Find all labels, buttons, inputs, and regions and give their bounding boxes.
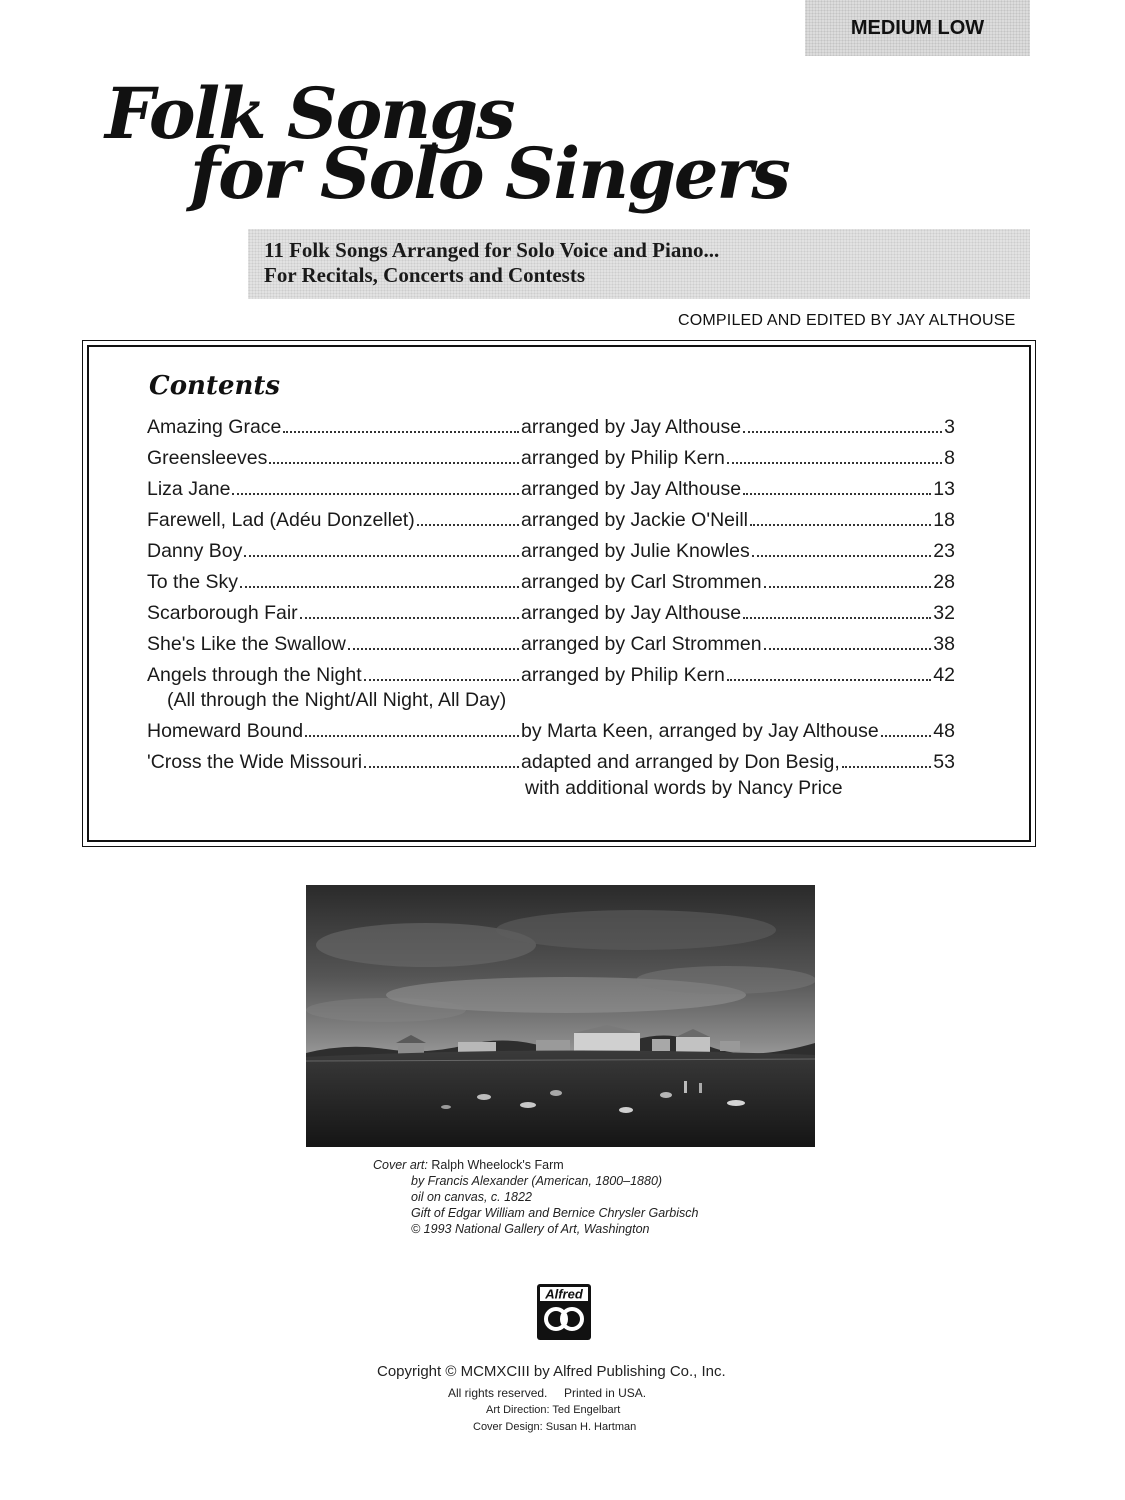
dot-leader	[743, 617, 931, 619]
toc-page-number: 38	[933, 633, 955, 655]
dot-leader	[743, 493, 931, 495]
toc-song-title: Danny Boy	[147, 540, 243, 562]
caption-gift: Gift of Edgar William and Bernice Chrysler Garbisch	[411, 1206, 699, 1220]
cover-design-credit: Cover Design: Susan H. Hartman	[473, 1421, 637, 1433]
toc-entry	[147, 602, 955, 628]
copyright-line: Copyright © MCMXCIII by Alfred Publishing Co., Inc.	[377, 1363, 726, 1380]
toc-song-title: 'Cross the Wide Missouri	[147, 751, 363, 773]
toc-entry	[147, 478, 955, 504]
logo-wordmark: Alfred	[545, 1286, 583, 1302]
toc-song-title: Scarborough Fair	[147, 602, 298, 624]
subtitle-band	[248, 229, 1030, 299]
toc-page-number: 23	[933, 540, 955, 562]
toc-arranger: by Marta Keen, arranged by Jay Althouse	[521, 720, 879, 742]
book-title-line-2: for Solo Singers	[190, 132, 789, 215]
toc-entry	[147, 720, 955, 746]
compiled-by-credit: COMPILED AND EDITED BY JAY ALTHOUSE	[678, 312, 1016, 329]
toc-entry	[147, 509, 955, 535]
contents-box	[82, 340, 1036, 847]
dot-leader	[750, 524, 931, 526]
subtitle-line-1: 11 Folk Songs Arranged for Solo Voice and Piano...	[264, 238, 720, 262]
dot-leader	[348, 648, 519, 650]
toc-song-subtitle: with additional words by Nancy Price	[525, 777, 843, 799]
toc-arranger: arranged by Carl Strommen	[521, 633, 762, 655]
dot-leader	[244, 555, 519, 557]
toc-arranger: arranged by Jay Althouse	[521, 416, 742, 438]
toc-song-title: Amazing Grace	[147, 416, 282, 438]
caption-title: Ralph Wheelock's Farm	[431, 1158, 564, 1172]
dot-leader	[283, 431, 519, 433]
toc-entry	[147, 416, 955, 442]
toc-page-number: 48	[933, 720, 955, 742]
cover-art-painting	[306, 885, 815, 1147]
toc-arranger: arranged by Jay Althouse	[521, 602, 742, 624]
caption-label: Cover art:	[373, 1158, 428, 1172]
dot-leader	[764, 648, 932, 650]
voice-range-label: MEDIUM LOW	[850, 16, 985, 39]
dot-leader	[269, 462, 519, 464]
subtitle-text	[264, 238, 719, 288]
dot-leader	[364, 766, 519, 768]
toc-song-title: To the Sky	[147, 571, 239, 593]
toc-page-number: 18	[933, 509, 955, 531]
toc-arranger: arranged by Jackie O'Neill	[521, 509, 748, 531]
toc-page-number: 3	[944, 416, 955, 438]
printed-text: Printed in USA.	[564, 1386, 647, 1400]
toc-page-number: 42	[933, 664, 955, 686]
voice-range-badge	[805, 0, 1030, 56]
toc-song-subtitle: (All through the Night/All Night, All Day)	[167, 689, 507, 711]
toc-song-title: She's Like the Swallow	[147, 633, 346, 655]
dot-leader	[240, 586, 519, 588]
rights-line	[448, 1386, 646, 1400]
dot-leader	[764, 586, 932, 588]
toc-entry	[147, 633, 955, 659]
toc-page-number: 53	[933, 751, 955, 773]
dot-leader	[727, 462, 942, 464]
alfred-logo	[536, 1283, 592, 1341]
toc-song-title: Farewell, Lad (Adéu Donzellet)	[147, 509, 415, 531]
toc-arranger: arranged by Philip Kern	[521, 664, 725, 686]
toc-song-title: Homeward Bound	[147, 720, 304, 742]
toc-song-title: Liza Jane	[147, 478, 231, 500]
toc-page-number: 32	[933, 602, 955, 624]
subtitle-line-2: For Recitals, Concerts and Contests	[264, 263, 585, 287]
toc-song-title: Greensleeves	[147, 447, 268, 469]
contents-heading: Contents	[149, 371, 281, 401]
dot-leader	[752, 555, 932, 557]
toc-page-number: 28	[933, 571, 955, 593]
dot-leader	[232, 493, 519, 495]
toc-arranger: arranged by Carl Strommen	[521, 571, 762, 593]
toc-arranger: arranged by Jay Althouse	[521, 478, 742, 500]
toc-page-number: 8	[944, 447, 955, 469]
toc-arranger: arranged by Julie Knowles	[521, 540, 750, 562]
toc-entry	[147, 664, 955, 690]
caption-copyright: © 1993 National Gallery of Art, Washington	[411, 1222, 650, 1236]
dot-leader	[305, 735, 519, 737]
dot-leader	[727, 679, 932, 681]
toc-entry	[147, 540, 955, 566]
toc-page-number: 13	[933, 478, 955, 500]
toc-arranger: arranged by Philip Kern	[521, 447, 725, 469]
dot-leader	[881, 735, 932, 737]
toc-song-title: Angels through the Night	[147, 664, 362, 686]
caption-medium: oil on canvas, c. 1822	[411, 1190, 532, 1204]
toc-entry	[147, 447, 955, 473]
toc-arranger: adapted and arranged by Don Besig,	[521, 751, 840, 773]
rights-text: All rights reserved.	[448, 1386, 548, 1400]
dot-leader	[300, 617, 519, 619]
book-title-line-1: Folk Songs	[105, 72, 514, 155]
farm-landscape-image	[306, 885, 815, 1147]
cover-caption	[373, 1157, 699, 1237]
art-direction-credit: Art Direction: Ted Engelbart	[486, 1404, 621, 1416]
dot-leader	[842, 766, 932, 768]
toc-entry	[147, 571, 955, 597]
toc-entry	[147, 751, 955, 777]
dot-leader	[364, 679, 519, 681]
dot-leader	[417, 524, 519, 526]
caption-artist: by Francis Alexander (American, 1800–1880)	[411, 1174, 663, 1188]
dot-leader	[743, 431, 942, 433]
